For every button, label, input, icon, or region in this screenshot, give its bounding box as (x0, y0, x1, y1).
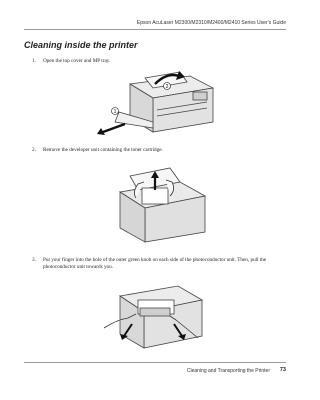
step-2-text: Remove the developer unit containing the toner cartridge. (43, 147, 163, 153)
running-header: Epson AcuLaser M2300/M2310/M2400/M2410 Series User’s Guide (136, 20, 286, 26)
step-3-number: 3. (32, 257, 36, 263)
step-1-number: 1. (32, 58, 36, 64)
section-title: Cleaning inside the printer (24, 40, 138, 50)
footer-chapter: Cleaning and Transporting the Printer (186, 368, 270, 374)
step-3-text: Put your finger into the hole of the outer green knob on each side of the photoconductor unit. Then, pull the photoconductor unit towards you. (43, 257, 267, 270)
callout-1-label: 1 (113, 109, 117, 115)
header-divider (24, 29, 286, 30)
footer-divider (24, 362, 286, 363)
figure-pull-photoconductor-unit (98, 278, 210, 354)
figure-open-top-cover (95, 66, 220, 136)
callout-2-label: 2 (165, 84, 169, 90)
step-2-number: 2. (32, 147, 36, 153)
figure-remove-developer-unit (110, 162, 210, 244)
step-1-text: Open the top cover and MP tray. (43, 58, 111, 64)
page-number: 73 (279, 367, 286, 373)
